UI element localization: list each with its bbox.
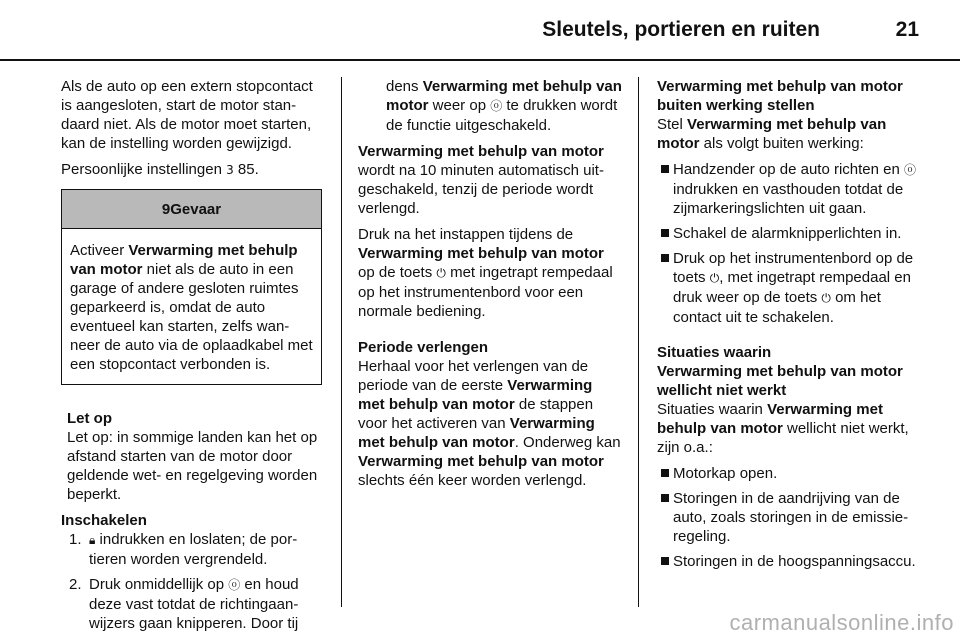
- column-middle: [358, 77, 623, 497]
- list-item: [61, 530, 324, 569]
- page-number: 21: [895, 18, 919, 41]
- list-item: Motorkap open.: [657, 464, 927, 483]
- text: met ingetrapt rempedaal op het instrumentenbord voor een normale bediening.: [358, 264, 613, 320]
- paragraph: [358, 225, 623, 321]
- paragraph: [358, 77, 623, 135]
- step-number: 2.: [69, 576, 82, 593]
- lock-icon: 🔒︎: [89, 533, 96, 547]
- text: te drukken wordt de functie uitgeschakeld.: [386, 97, 618, 134]
- text: Stel: [657, 116, 688, 133]
- section-heading: Inschakelen: [61, 512, 147, 529]
- bullet-list: [657, 160, 927, 327]
- list-item: Storingen in de hoogspanningsaccu.: [657, 552, 927, 571]
- text: om het contact uit te schakelen.: [673, 289, 881, 326]
- page-reference-arrow-icon: 3: [226, 163, 234, 177]
- paragraph: [61, 160, 324, 180]
- step-number: 1.: [69, 531, 82, 548]
- warning-triangle-icon: 9: [161, 201, 171, 218]
- warning-title: Gevaar: [170, 201, 222, 218]
- section-heading: Verwarming met behulp van motor wellicht niet werkt: [657, 363, 903, 399]
- text: op de toets: [358, 264, 437, 281]
- bold-text: Verwarming met behulp van motor: [657, 116, 887, 152]
- text: als volgt buiten werking:: [699, 135, 864, 152]
- note-block: [61, 409, 324, 504]
- text: wordt na 10 minuten automatisch uitgeschakeld, tenzij de periode wordt verlengd.: [358, 162, 604, 217]
- text: , met ingetrapt rempedaal en druk weer op de toets: [673, 269, 911, 306]
- text: 85.: [233, 161, 259, 178]
- warning-box: [61, 189, 322, 385]
- text: slechts één keer worden verlengd.: [358, 472, 587, 489]
- paragraph: [358, 142, 623, 218]
- bullet-list: [657, 464, 927, 571]
- power-icon: ⏻: [709, 271, 720, 285]
- list-item: [657, 249, 927, 327]
- power-icon: ⏻: [436, 266, 446, 280]
- steps-list: [61, 530, 324, 633]
- text: Druk op het instrumentenbord op de toets: [673, 250, 914, 286]
- bold-text: Verwarming met behulp van motor: [358, 143, 604, 160]
- list-item: Storingen in de aandrijving van de auto, zoals storingen in de emissieregeling.: [657, 489, 927, 546]
- paragraph: [358, 357, 623, 490]
- text: Activeer: [70, 242, 129, 259]
- text: de stappen voor het activeren van: [358, 396, 594, 432]
- section-heading: Verwarming met behulp van motor buiten werking stellen: [657, 78, 903, 114]
- paragraph: [657, 115, 927, 153]
- remote-start-icon: ⓞ: [490, 99, 503, 113]
- warning-header: [62, 190, 321, 229]
- list-item: [657, 160, 927, 218]
- header-divider: [0, 59, 960, 61]
- column-left: [61, 77, 324, 639]
- bold-text: Verwarming met behulp van motor: [657, 401, 883, 437]
- text: dens: [386, 78, 423, 95]
- column-divider: [341, 77, 342, 607]
- paragraph: [657, 400, 927, 457]
- remote-start-icon: ⓞ: [228, 578, 241, 592]
- text: Herhaal voor het verlengen van de periode van de eerste: [358, 358, 589, 394]
- section-heading: Situaties waarin: [657, 344, 772, 361]
- bold-text: Verwarming met behulp van motor: [358, 377, 593, 413]
- list-item: [61, 575, 324, 633]
- remote-start-icon: ⓞ: [904, 163, 917, 177]
- text: Handzender op de auto richten en: [673, 161, 904, 178]
- text: indrukken en vasthouden totdat de zijmarkeringslichten uit gaan.: [673, 181, 904, 217]
- text: Persoonlijke instellingen: [61, 161, 227, 178]
- paragraph: Als de auto op een extern stopcontact is aangesloten, start de motor standaard niet. Als de motor moet starten, kan de instelling worden gewijzigd.: [61, 78, 313, 152]
- note-text: Let op: in sommige landen kan het op afstand starten van de motor door geldende wet- en regelgeving worden beperkt.: [67, 429, 318, 503]
- text: niet als de auto in een garage of andere gesloten ruimtes geparkeerd is, omdat de auto eventueel kan starten, zelfs wanneer de auto via de oplaadkabel met een stopcontact verbonden is.: [70, 261, 313, 373]
- bold-text: Verwarming met behulp van motor: [70, 242, 298, 278]
- text: Druk onmiddellijk op: [89, 576, 229, 593]
- spacer: [358, 328, 623, 338]
- text: . Onderweg kan: [514, 434, 621, 451]
- power-icon: ⏻: [821, 291, 831, 305]
- section-heading: Periode verlengen: [358, 339, 489, 356]
- spacer: [657, 333, 927, 343]
- bold-text: Verwarming met behulp van motor: [358, 453, 604, 470]
- text: indrukken en loslaten; de portieren worden vergrendeld.: [89, 531, 298, 568]
- bold-text: Verwarming met behulp van motor: [358, 415, 595, 451]
- text: Situaties waarin: [657, 401, 768, 418]
- list-item: Schakel de alarmknipperlichten in.: [657, 224, 927, 243]
- page-title: Sleutels, portieren en ruiten: [542, 18, 820, 41]
- bold-text: Verwarming met behulp van motor: [358, 245, 604, 262]
- column-right: [657, 77, 927, 577]
- watermark: carmanualsonline.info: [729, 610, 954, 635]
- text: weer op: [428, 97, 491, 114]
- note-title: Let op: [67, 410, 112, 427]
- bold-text: Verwarming met behulp van motor: [386, 78, 622, 114]
- warning-text: [62, 229, 321, 384]
- column-divider: [638, 77, 639, 607]
- text: Druk na het instappen tijdens de: [358, 226, 574, 243]
- text: en houd deze vast totdat de richtingaanwijzers gaan knipperen. Door tij: [89, 576, 299, 632]
- text: wellicht niet werkt, zijn o.a.:: [657, 420, 909, 456]
